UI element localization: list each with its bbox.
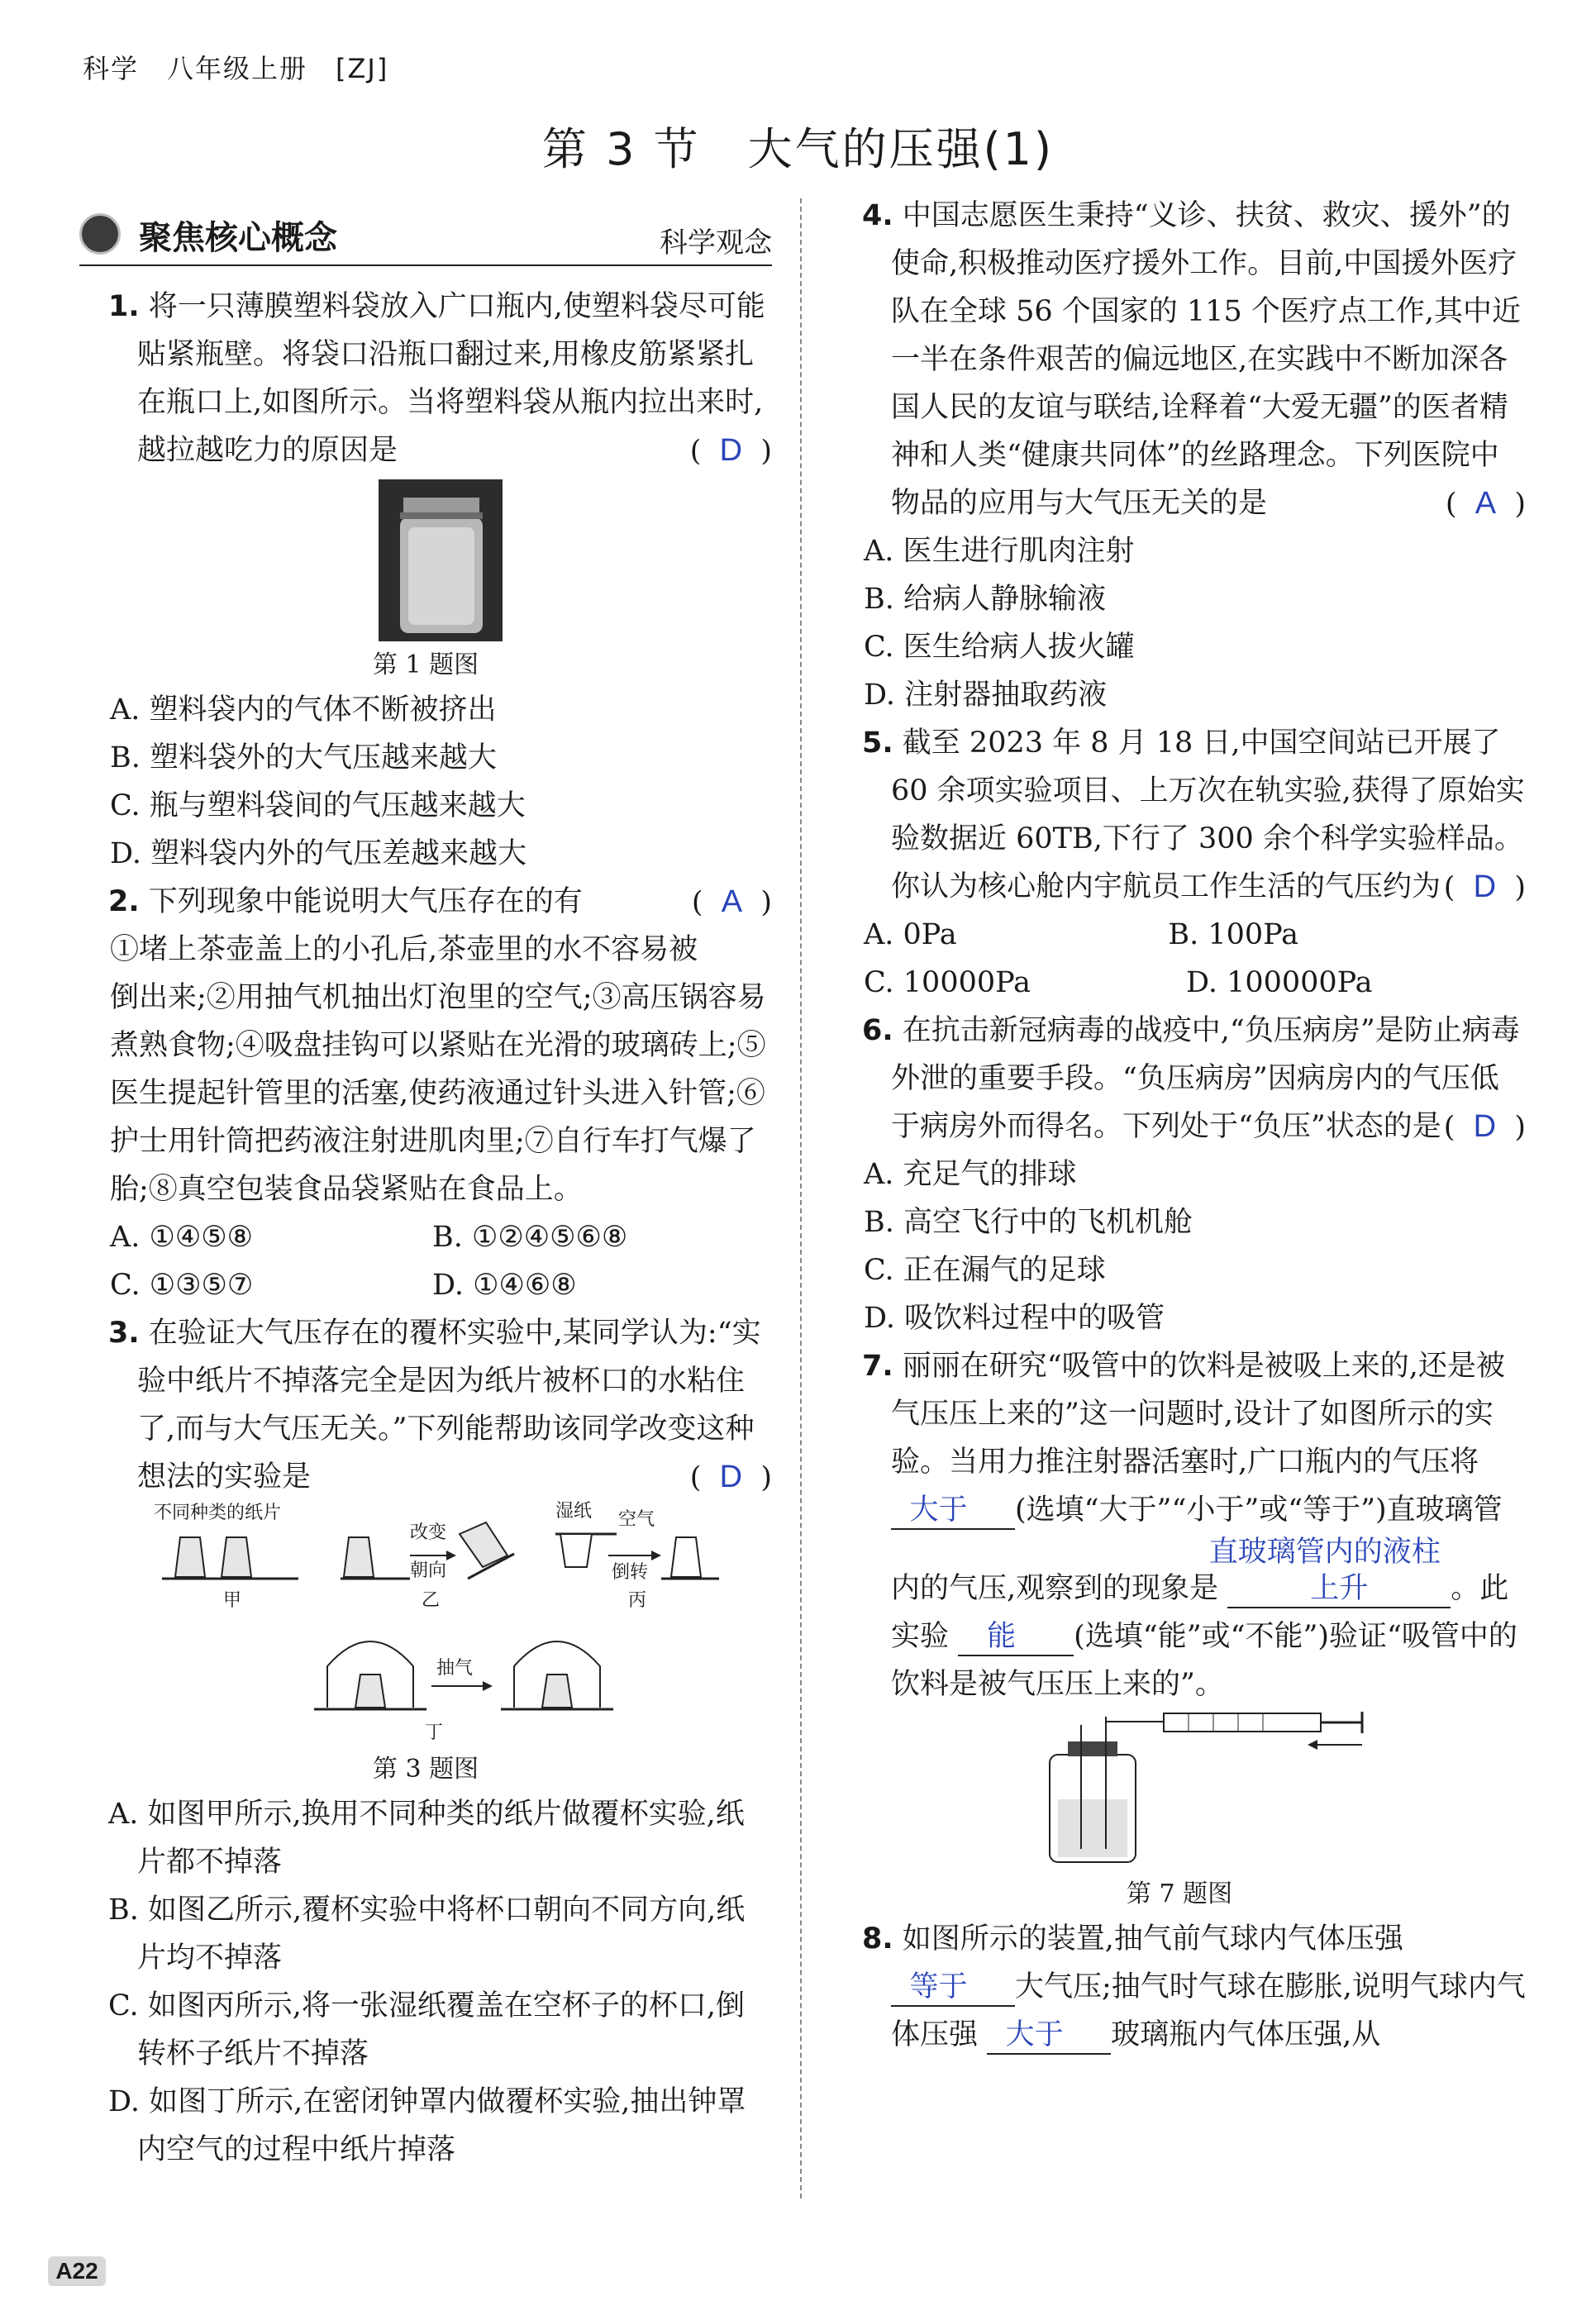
column-divider [800, 198, 802, 2199]
section-tag: 科学观念 [660, 226, 772, 260]
option-a: A. 塑料袋内的气体不断被挤出 [110, 693, 497, 727]
question-stem: 将一只薄膜塑料袋放入广口瓶内,使塑料袋尽可能贴紧瓶壁。将袋口沿瓶口翻过来,用橡皮筋紧紧扎在瓶口上,如图所示。当将塑料袋从瓶内拉出来时,越拉越吃力的原因是 [137, 290, 765, 467]
option-a: A. 如图甲所示,换用不同种类的纸片做覆杯实验,纸片都不掉落 [108, 1798, 745, 1879]
syringe-bottle-diagram [833, 1708, 1526, 1874]
option-row [833, 959, 1526, 1007]
option-a: A. 0Pa [864, 918, 957, 951]
question-number: 4. [862, 199, 893, 232]
question-6 [833, 1007, 1526, 1150]
option-row [79, 1213, 772, 1261]
answer-mark: A [1475, 486, 1497, 521]
option-b: B. 给病人静脉输液 [864, 583, 1106, 616]
figure-1 [79, 479, 772, 645]
fill-blank: 等于 [891, 1969, 1015, 2007]
question-stem: 下列现象中能说明大气压存在的有 [148, 885, 583, 918]
page-number: A22 [48, 2256, 106, 2286]
answer-bracket: ( A ) [691, 884, 772, 919]
answer-mark: D [719, 433, 743, 468]
answer-bracket: ( A ) [1445, 486, 1526, 521]
figure-label: 倒转 [612, 1562, 649, 1583]
question-stem: 截至 2023 年 8 月 18 日,中国空间站已开展了 60 余项实验项目、上万次在轨实验,获得了原始实验数据近 60TB,下行了 300 余个科学实验样品。你认为核心舱内宇航员工作生活的气压约为 [891, 727, 1525, 903]
section-name: 聚焦核心概念 [139, 219, 337, 257]
figure-label: 湿纸 [555, 1501, 593, 1522]
question-1 [79, 283, 772, 474]
answer-bracket: ( D ) [689, 433, 772, 468]
option-c: C. 10000Pa [864, 966, 1031, 999]
question-text: 玻璃瓶内气体压强,从 [1111, 2018, 1381, 2051]
running-head: 科学 八年级上册 [ZJ] [83, 53, 389, 84]
option-a: A. 医生进行肌肉注射 [864, 535, 1135, 568]
option-row [833, 911, 1473, 959]
answer-bracket: ( D ) [1443, 1109, 1526, 1144]
option-b: B. 高空飞行中的飞机机舱 [864, 1206, 1193, 1239]
figure-label: 丁 [425, 1722, 444, 1743]
answer-mark: D [1473, 1109, 1497, 1144]
question-number: 3. [108, 1317, 140, 1350]
figure-label: 乙 [422, 1590, 441, 1611]
question-number: 8. [862, 1922, 893, 1956]
right-column [833, 192, 1526, 2059]
option-c: C. 正在漏气的足球 [864, 1254, 1106, 1287]
bullet-icon [79, 213, 121, 255]
section-banner [79, 207, 772, 266]
option-c: C. ①③⑤⑦ [110, 1269, 254, 1302]
question-stem: 中国志愿医生秉持“义诊、扶贫、救灾、援外”的使命,积极推动医疗援外工作。目前,中国援外医疗队在全球 56 个国家的 115 个医疗点工作,其中近一半在条件艰苦的偏远地区,在实践中不断加深各国人民的友谊与联结,诠释着“大爱无疆”的医者精神和人类“健康共同体”的丝路理念。下列医院中物品的应用与大气压无关的是 [891, 199, 1521, 520]
option-d: D. 如图丁所示,在密闭钟罩内做覆杯实验,抽出钟罩内空气的过程中纸片掉落 [108, 2085, 746, 2166]
question-text: 丽丽在研究“吸管中的饮料是被吸上来的,还是被气压压上来的”这一问题时,设计了如图所示的实验。当用力推注射器活塞时,广口瓶内的气压将 [891, 1350, 1505, 1479]
option-d: D. 吸饮料过程中的吸管 [864, 1302, 1165, 1335]
question-text: (选填“能”或“不能”)验证“吸管中的饮料是被气压压上来的”。 [891, 1620, 1517, 1701]
option-d: D. 注射器抽取药液 [864, 679, 1108, 712]
jar-photo [79, 479, 772, 645]
question-4 [833, 192, 1526, 527]
page-title: 第 3 节 大气的压强(1) [541, 123, 1055, 175]
left-column [79, 283, 772, 2174]
fill-blank: 大于 [891, 1492, 1015, 1530]
figure-caption: 第 3 题图 [372, 1755, 479, 1784]
option-b: B. 100Pa [1168, 918, 1298, 951]
question-text: 如图所示的装置,抽气前气球内气体压强 [902, 1922, 1403, 1956]
question-text: 大气压;抽气时气球在膨胀,说明气球内气体压强 [891, 1970, 1526, 2051]
option-c: C. 医生给病人拔火罐 [864, 631, 1135, 664]
option-c: C. 如图丙所示,将一张湿纸覆盖在空杯子的杯口,倒转杯子纸片不掉落 [108, 1989, 746, 2070]
option-c: C. 瓶与塑料袋间的气压越来越大 [110, 789, 526, 822]
option-row [79, 1261, 772, 1309]
answer-bracket: ( D ) [689, 1460, 772, 1494]
option-b: B. 塑料袋外的大气压越来越大 [110, 741, 497, 774]
option-d: D. ①④⑥⑧ [432, 1269, 577, 1302]
figure-label: 改变 [410, 1522, 447, 1543]
option-d: D. 塑料袋内外的气压差越来越大 [110, 837, 527, 870]
figure-3 [79, 1501, 772, 1749]
question-3 [79, 1309, 772, 1501]
question-8 [833, 1915, 1526, 2059]
answer-bracket: ( D ) [1443, 869, 1526, 904]
question-number: 2. [108, 885, 140, 918]
figure-label: 抽气 [436, 1658, 474, 1679]
question-number: 5. [862, 727, 893, 760]
question-stem: 在验证大气压存在的覆杯实验中,某同学认为:“实验中纸片不掉落完全是因为纸片被杯口的水粘住了,而与大气压无关。”下列能帮助该同学改变这种想法的实验是 [137, 1317, 761, 1494]
question-text: 。此实验 [891, 1572, 1509, 1653]
question-text: (选填“大于”“小于”或“等于”)直玻璃管内的气压,观察到的现象是 [891, 1494, 1503, 1605]
figure-caption: 第 1 题图 [372, 650, 479, 679]
figure-caption: 第 7 题图 [1126, 1879, 1233, 1908]
fill-blank: 大于 [987, 2017, 1111, 2055]
option-b: B. ①②④⑤⑥⑧ [432, 1221, 628, 1254]
figure-label: 不同种类的纸片 [154, 1503, 282, 1523]
answer-mark: D [719, 1460, 743, 1494]
answer-mark: A [721, 884, 743, 919]
figure-label: 朝向 [410, 1560, 447, 1581]
figure-label: 空气 [618, 1509, 655, 1530]
question-number: 7. [862, 1350, 893, 1383]
question-7 [833, 1342, 1526, 1708]
question-stem: 在抗击新冠病毒的战疫中,“负压病房”是防止病毒外泄的重要手段。“负压病房”因病房内的气压低于病房外而得名。下列处于“负压”状态的是 [891, 1014, 1520, 1143]
question-number: 6. [862, 1014, 893, 1047]
answer-mark: D [1473, 869, 1497, 904]
option-d: D. 100000Pa [1186, 966, 1373, 999]
fill-blank: 能 [958, 1618, 1074, 1656]
figure-7 [833, 1708, 1526, 1874]
question-5 [833, 719, 1526, 911]
question-number: 1. [108, 290, 140, 323]
question-2 [79, 878, 772, 926]
option-b: B. 如图乙所示,覆杯实验中将杯口朝向不同方向,纸片均不掉落 [108, 1894, 746, 1975]
option-a: A. 充足气的排球 [864, 1158, 1077, 1191]
figure-label: 甲 [223, 1590, 242, 1611]
question-body: ①堵上茶壶盖上的小孔后,茶壶里的水不容易被倒出来;②用抽气机抽出灯泡里的空气;③高压锅容易煮熟食物;④吸盘挂钩可以紧贴在光滑的玻璃砖上;⑤医生提起针管里的活塞,使药液通过针头进入针管;⑥护士用针筒把药液注射进肌肉里;⑦自行车打气爆了胎;⑧真空包装食品袋紧贴在食品上。 [110, 933, 766, 1206]
figure-label: 丙 [628, 1590, 647, 1611]
option-a: A. ①④⑤⑧ [110, 1221, 254, 1254]
fill-blank: 直玻璃管内的液柱上升 [1227, 1534, 1451, 1608]
